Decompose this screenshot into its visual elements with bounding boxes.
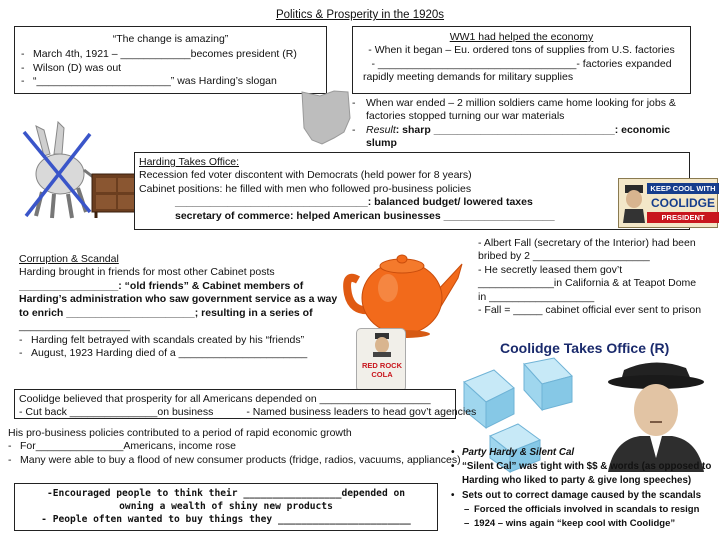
ohio-map-image <box>298 88 356 148</box>
teapot-line: - Albert Fall (secretary of the Interior) had been <box>478 237 696 249</box>
war-ended-section: - When war ended – 2 million soldiers came home looking for jobs & factories stopped turning our war materials - Result: sharp _______________________________: economic slump <box>352 97 702 151</box>
list-item: - March 4th, 1921 – ____________becomes president (R) <box>21 48 320 61</box>
harding-heading: “The change is amazing” <box>112 33 229 45</box>
poster-line1: KEEP COOL WITH <box>647 183 719 194</box>
list-item: - Harding felt betrayed with scandals created by his “friends” <box>19 334 344 347</box>
coolidge-line2 <box>19 406 477 419</box>
ww1-line: rapidly meeting demands for military supplies <box>363 71 574 84</box>
list-item: - For_______________Americans, income rose <box>8 440 454 453</box>
encourage-line2: owning a wealth of shiny new products <box>119 501 333 513</box>
coolidge-line2b: - Named business leaders to head gov’t agencies <box>246 406 477 419</box>
encourage-box <box>14 483 438 531</box>
teapot-line: _____________in California & at Teapot Dome <box>478 277 697 290</box>
cola-can-image <box>356 328 406 392</box>
office-line: Cabinet positions: he filled with men who followed pro-business policies <box>139 182 472 195</box>
ww1-heading: WW1 had helped the economy <box>449 31 594 43</box>
teapot-line: - Fall = _____ cabinet official ever sent to prison <box>478 304 702 317</box>
office-heading: Harding Takes Office: <box>139 156 239 168</box>
office-line: secretary of commerce: helped American businesses ___________________ <box>175 209 555 222</box>
teapot-line: bribed by 2 ____________________ <box>478 250 650 263</box>
cal-list <box>450 446 718 503</box>
result-text: : sharp _______________________________: economic slump <box>366 123 671 150</box>
list-item: - “_______________________” was Harding’s slogan <box>21 75 320 88</box>
coolidge-heading: Coolidge Takes Office (R) <box>500 340 670 356</box>
page-title: Politics & Prosperity in the 1920s <box>275 9 445 21</box>
office-line: _________________________________: balanced budget/ lowered taxes <box>175 196 533 209</box>
ww1-line: - When it began – Eu. ordered tons of supplies from U.S. factories <box>368 44 675 57</box>
teapot-dome-section <box>478 237 716 318</box>
scandal-list <box>19 334 344 361</box>
scandal-heading: Corruption & Scandal <box>19 253 119 265</box>
cal-sublist <box>464 503 718 531</box>
encourage-line1: -Encouraged people to think their _________________depended on <box>46 488 406 499</box>
result-label: Result <box>366 123 396 136</box>
coolidge-portrait-image <box>621 183 647 223</box>
list-item: - Many were able to buy a flood of new consumer products (fridge, radios, vacuums, appliances) <box>8 454 454 467</box>
cola-can-portrait <box>371 333 393 357</box>
teapot-line: - He secretly leased them gov’t <box>478 263 623 276</box>
coolidge-line2a: - Cut back _______________on business <box>19 406 214 419</box>
poster-line2: COOLIDGE <box>650 196 715 210</box>
probusiness-list <box>8 440 461 467</box>
poster-line3: PRESIDENT <box>647 212 719 223</box>
ww1-line: - __________________________________- factories expanded <box>371 57 672 70</box>
encourage-line3: - People often wanted to buy things they _______________________ <box>41 514 411 526</box>
keep-cool-poster <box>618 178 718 228</box>
silent-cal-section <box>450 446 718 530</box>
teapot-line: in __________________ <box>478 290 595 303</box>
scandal-section <box>19 253 344 361</box>
list-item: • Party Hardy & Silent Cal <box>450 446 718 460</box>
ww1-box <box>352 26 691 94</box>
list-item: – 1924 – wins again “keep cool with Coolidge” <box>464 517 718 531</box>
probusiness-section <box>8 427 461 467</box>
list-item: • Sets out to correct damage caused by the scandals <box>450 489 718 503</box>
office-line: Recession fed voter discontent with Democrats (held power for 8 years) <box>139 169 472 182</box>
scandal-line: _________________: “old friends” & Cabinet members of <box>19 279 304 292</box>
war-ended-line2: factories stopped turning our war materials <box>366 110 565 123</box>
coolidge-box <box>14 389 477 419</box>
scandal-line: to enrich ______________________; resulting in a series of <box>19 306 313 319</box>
harding-box <box>14 26 327 94</box>
coolidge-line1: Coolidge believed that prosperity for all Americans depended on ___________________ <box>19 393 431 405</box>
scandal-line: Harding’s administration who saw government service as a way <box>19 293 338 306</box>
probusiness-line1: His pro-business policies contributed to a period of rapid economic growth <box>8 427 352 439</box>
scandal-line: Harding brought in friends for most other Cabinet posts <box>19 266 275 279</box>
list-item: - Wilson (D) was out <box>21 62 320 75</box>
scandal-line: ___________________ <box>19 320 130 333</box>
list-item: • “Silent Cal” was tight with $$ & words (as opposed to Harding who liked to party & give long speeches) <box>450 460 718 488</box>
cola-can-label: RED ROCK COLA <box>361 361 402 379</box>
war-ended-line1: When war ended – 2 million soldiers came home looking for jobs & <box>366 97 676 109</box>
harding-office-box <box>134 152 690 230</box>
list-item: – Forced the officials involved in scandals to resign <box>464 503 718 517</box>
harding-list <box>21 48 320 88</box>
list-item: - August, 1923 Harding died of a ______________________ <box>19 347 344 360</box>
